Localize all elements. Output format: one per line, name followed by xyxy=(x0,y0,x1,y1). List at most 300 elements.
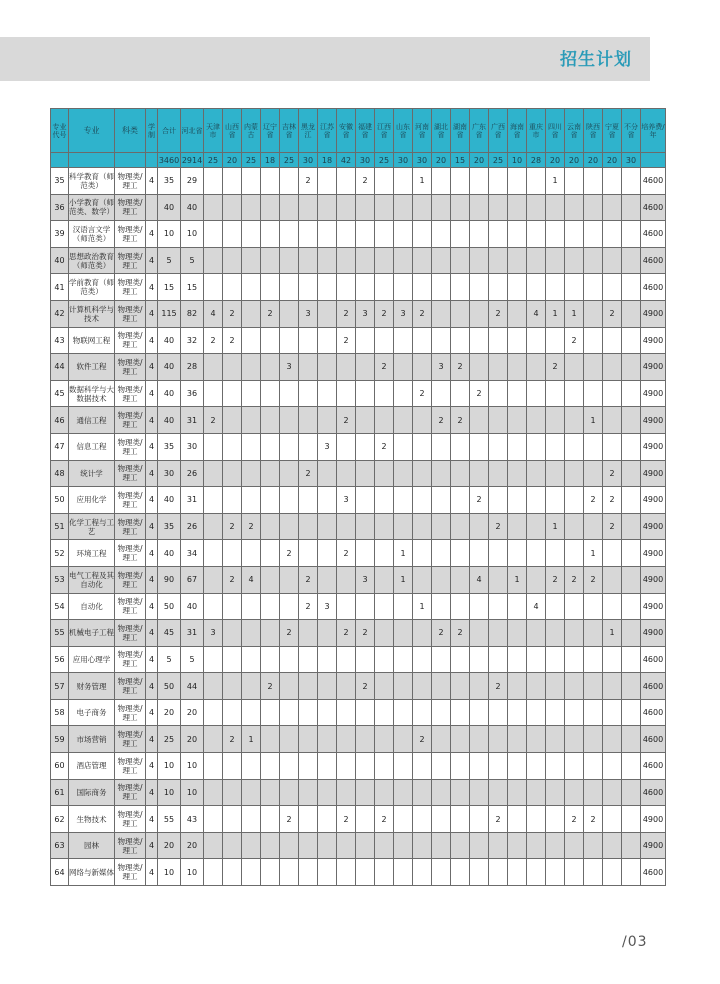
table-cell: 60 xyxy=(51,753,69,780)
table-cell: 35 xyxy=(158,433,181,460)
table-cell xyxy=(413,513,432,540)
table-cell xyxy=(603,327,622,354)
table-cell: 4900 xyxy=(641,407,666,434)
table-cell: 4 xyxy=(146,380,158,407)
table-cell xyxy=(603,380,622,407)
table-cell xyxy=(261,247,280,274)
table-cell xyxy=(356,221,375,248)
table-cell xyxy=(261,593,280,620)
table-cell xyxy=(375,699,394,726)
table-cell xyxy=(204,433,223,460)
table-cell xyxy=(356,699,375,726)
table-cell xyxy=(584,327,603,354)
table-cell xyxy=(584,274,603,301)
table-cell: 15 xyxy=(181,274,204,301)
total-cell xyxy=(115,153,146,168)
table-cell xyxy=(242,168,261,195)
table-cell: 物理类/理工 xyxy=(115,779,146,806)
major-name-cell: 市场营销 xyxy=(69,726,115,753)
table-cell: 2 xyxy=(451,407,470,434)
table-cell: 2 xyxy=(603,513,622,540)
table-cell xyxy=(394,832,413,859)
table-cell: 2 xyxy=(204,327,223,354)
table-cell xyxy=(451,779,470,806)
table-cell xyxy=(527,673,546,700)
table-cell xyxy=(280,779,299,806)
table-cell: 115 xyxy=(158,300,181,327)
table-cell xyxy=(622,433,641,460)
table-cell xyxy=(603,832,622,859)
table-cell xyxy=(470,620,489,647)
table-cell xyxy=(470,699,489,726)
table-cell xyxy=(622,513,641,540)
column-header: 湖南省 xyxy=(451,109,470,153)
major-name-cell: 思想政治教育（师范类） xyxy=(69,247,115,274)
table-cell xyxy=(242,407,261,434)
table-cell xyxy=(261,460,280,487)
table-cell xyxy=(242,460,261,487)
table-cell: 4 xyxy=(146,247,158,274)
table-cell xyxy=(337,859,356,886)
table-cell: 5 xyxy=(181,646,204,673)
table-cell xyxy=(356,540,375,567)
table-cell: 15 xyxy=(158,274,181,301)
column-header: 合计 xyxy=(158,109,181,153)
table-cell xyxy=(204,247,223,274)
column-header: 宁夏省 xyxy=(603,109,622,153)
table-cell xyxy=(394,274,413,301)
table-cell xyxy=(527,832,546,859)
table-cell xyxy=(451,194,470,221)
table-cell xyxy=(375,673,394,700)
table-cell xyxy=(470,407,489,434)
total-cell: 20 xyxy=(603,153,622,168)
table-cell xyxy=(375,513,394,540)
table-cell xyxy=(489,620,508,647)
table-cell xyxy=(470,513,489,540)
table-row xyxy=(51,753,666,780)
table-cell xyxy=(318,726,337,753)
table-cell: 2 xyxy=(451,354,470,381)
table-row xyxy=(51,354,666,381)
table-cell: 45 xyxy=(51,380,69,407)
table-cell xyxy=(223,407,242,434)
table-cell xyxy=(527,726,546,753)
major-name-cell: 汉语言文学（师范类） xyxy=(69,221,115,248)
table-row xyxy=(51,168,666,195)
table-cell xyxy=(508,380,527,407)
table-cell xyxy=(546,726,565,753)
table-cell: 10 xyxy=(158,859,181,886)
table-cell xyxy=(603,593,622,620)
total-cell xyxy=(641,153,666,168)
table-cell: 4900 xyxy=(641,487,666,514)
table-cell xyxy=(413,487,432,514)
table-cell xyxy=(394,859,413,886)
table-cell: 40 xyxy=(158,354,181,381)
table-cell xyxy=(223,753,242,780)
table-cell xyxy=(318,487,337,514)
major-name-cell: 学前教育（师范类） xyxy=(69,274,115,301)
table-cell: 物理类/理工 xyxy=(115,540,146,567)
table-cell: 3 xyxy=(356,566,375,593)
table-cell xyxy=(470,433,489,460)
table-cell xyxy=(299,274,318,301)
table-cell: 4900 xyxy=(641,433,666,460)
table-row xyxy=(51,247,666,274)
table-cell xyxy=(508,753,527,780)
table-cell xyxy=(223,832,242,859)
total-cell: 30 xyxy=(356,153,375,168)
table-cell xyxy=(413,753,432,780)
table-cell xyxy=(337,460,356,487)
major-name-cell: 应用心理学 xyxy=(69,646,115,673)
table-cell xyxy=(204,487,223,514)
table-cell xyxy=(356,726,375,753)
table-cell xyxy=(489,753,508,780)
major-name-cell: 生物技术 xyxy=(69,806,115,833)
table-cell xyxy=(356,753,375,780)
table-cell xyxy=(508,433,527,460)
column-header: 辽宁省 xyxy=(261,109,280,153)
table-cell xyxy=(565,593,584,620)
table-cell xyxy=(204,859,223,886)
table-cell xyxy=(280,407,299,434)
table-cell xyxy=(527,460,546,487)
table-cell xyxy=(280,300,299,327)
table-cell: 1 xyxy=(394,566,413,593)
table-cell xyxy=(622,300,641,327)
column-header: 云南省 xyxy=(565,109,584,153)
table-cell: 54 xyxy=(51,593,69,620)
table-cell: 4 xyxy=(146,859,158,886)
table-cell: 2 xyxy=(451,620,470,647)
table-cell xyxy=(318,806,337,833)
table-cell xyxy=(584,593,603,620)
table-cell xyxy=(375,832,394,859)
table-cell xyxy=(451,593,470,620)
table-row xyxy=(51,673,666,700)
table-cell xyxy=(394,699,413,726)
table-cell xyxy=(622,487,641,514)
table-cell xyxy=(337,673,356,700)
table-cell xyxy=(356,806,375,833)
table-cell: 4 xyxy=(146,779,158,806)
table-cell: 34 xyxy=(181,540,204,567)
table-cell xyxy=(584,753,603,780)
table-cell xyxy=(223,168,242,195)
table-cell xyxy=(527,407,546,434)
table-cell xyxy=(356,460,375,487)
table-cell xyxy=(470,460,489,487)
column-header: 山东省 xyxy=(394,109,413,153)
table-cell: 31 xyxy=(181,620,204,647)
table-cell xyxy=(489,699,508,726)
table-cell xyxy=(261,832,280,859)
table-cell xyxy=(603,194,622,221)
table-cell: 56 xyxy=(51,646,69,673)
table-cell xyxy=(356,380,375,407)
table-cell xyxy=(546,274,565,301)
table-cell xyxy=(280,673,299,700)
table-cell: 1 xyxy=(584,540,603,567)
major-name-cell: 国际商务 xyxy=(69,779,115,806)
total-cell: 3460 xyxy=(158,153,181,168)
table-cell: 4 xyxy=(146,487,158,514)
table-cell xyxy=(432,168,451,195)
table-cell xyxy=(337,194,356,221)
table-cell xyxy=(375,566,394,593)
table-cell xyxy=(622,673,641,700)
total-cell: 25 xyxy=(489,153,508,168)
table-cell xyxy=(508,327,527,354)
table-cell xyxy=(318,380,337,407)
table-cell xyxy=(470,593,489,620)
table-cell xyxy=(508,673,527,700)
table-cell: 2 xyxy=(413,380,432,407)
table-cell: 46 xyxy=(51,407,69,434)
table-cell xyxy=(413,354,432,381)
enrollment-plan-table xyxy=(50,108,666,886)
table-cell xyxy=(527,540,546,567)
total-cell: 25 xyxy=(375,153,394,168)
table-cell xyxy=(489,327,508,354)
table-cell xyxy=(489,407,508,434)
table-cell: 4 xyxy=(146,460,158,487)
table-cell: 3 xyxy=(318,433,337,460)
table-cell xyxy=(622,859,641,886)
table-cell xyxy=(546,673,565,700)
column-header: 四川省 xyxy=(546,109,565,153)
table-cell xyxy=(337,380,356,407)
table-cell: 4 xyxy=(146,646,158,673)
total-cell: 30 xyxy=(413,153,432,168)
table-cell: 4 xyxy=(146,274,158,301)
table-cell xyxy=(489,247,508,274)
table-cell: 40 xyxy=(51,247,69,274)
table-cell xyxy=(622,832,641,859)
table-cell xyxy=(318,354,337,381)
table-cell: 物理类/理工 xyxy=(115,832,146,859)
table-cell xyxy=(242,753,261,780)
table-cell xyxy=(451,646,470,673)
table-cell: 4 xyxy=(146,806,158,833)
table-cell: 2 xyxy=(280,540,299,567)
table-cell xyxy=(622,699,641,726)
table-cell: 2 xyxy=(470,380,489,407)
table-cell xyxy=(318,753,337,780)
table-cell: 40 xyxy=(158,194,181,221)
table-cell xyxy=(508,620,527,647)
column-header: 吉林省 xyxy=(280,109,299,153)
table-cell xyxy=(394,753,413,780)
column-header: 广东省 xyxy=(470,109,489,153)
column-header: 福建省 xyxy=(356,109,375,153)
column-header: 海南省 xyxy=(508,109,527,153)
table-cell xyxy=(470,247,489,274)
table-cell xyxy=(546,859,565,886)
table-row xyxy=(51,513,666,540)
table-cell xyxy=(280,832,299,859)
table-cell: 35 xyxy=(158,168,181,195)
table-cell xyxy=(451,673,470,700)
table-cell xyxy=(242,806,261,833)
table-cell xyxy=(451,859,470,886)
table-cell: 4600 xyxy=(641,221,666,248)
table-cell xyxy=(546,487,565,514)
table-cell: 4600 xyxy=(641,274,666,301)
table-cell: 1 xyxy=(546,300,565,327)
table-cell: 物理类/理工 xyxy=(115,806,146,833)
table-cell xyxy=(603,859,622,886)
major-name-cell: 应用化学 xyxy=(69,487,115,514)
table-cell: 物理类/理工 xyxy=(115,673,146,700)
major-name-cell: 软件工程 xyxy=(69,354,115,381)
table-cell xyxy=(242,433,261,460)
total-cell: 28 xyxy=(527,153,546,168)
table-cell xyxy=(432,673,451,700)
table-cell xyxy=(280,593,299,620)
table-cell: 物理类/理工 xyxy=(115,274,146,301)
table-cell: 2 xyxy=(337,407,356,434)
table-cell xyxy=(375,221,394,248)
table-cell: 36 xyxy=(51,194,69,221)
table-cell xyxy=(394,646,413,673)
table-cell: 2 xyxy=(375,806,394,833)
table-cell xyxy=(584,194,603,221)
table-cell xyxy=(261,726,280,753)
major-name-cell: 物联网工程 xyxy=(69,327,115,354)
table-cell xyxy=(261,487,280,514)
table-cell xyxy=(394,726,413,753)
column-header: 安徽省 xyxy=(337,109,356,153)
page-title: 招生计划 xyxy=(560,50,632,70)
table-cell: 4600 xyxy=(641,726,666,753)
table-cell: 3 xyxy=(356,300,375,327)
table-cell xyxy=(508,806,527,833)
table-cell: 47 xyxy=(51,433,69,460)
table-cell: 67 xyxy=(181,566,204,593)
table-cell xyxy=(622,460,641,487)
table-cell: 1 xyxy=(603,620,622,647)
table-cell xyxy=(299,221,318,248)
table-row xyxy=(51,646,666,673)
total-cell: 25 xyxy=(204,153,223,168)
table-cell: 64 xyxy=(51,859,69,886)
table-cell xyxy=(261,699,280,726)
table-cell xyxy=(451,566,470,593)
table-row xyxy=(51,779,666,806)
table-cell: 2 xyxy=(356,620,375,647)
table-cell xyxy=(546,832,565,859)
table-row xyxy=(51,194,666,221)
table-cell: 4600 xyxy=(641,779,666,806)
table-cell: 58 xyxy=(51,699,69,726)
table-cell xyxy=(489,194,508,221)
table-cell xyxy=(489,593,508,620)
table-cell xyxy=(356,247,375,274)
table-cell xyxy=(508,274,527,301)
table-cell: 2 xyxy=(470,487,489,514)
table-cell: 39 xyxy=(51,221,69,248)
table-cell xyxy=(508,487,527,514)
table-cell: 3 xyxy=(432,354,451,381)
table-cell xyxy=(622,168,641,195)
table-cell xyxy=(204,779,223,806)
table-cell xyxy=(470,753,489,780)
table-cell xyxy=(527,168,546,195)
table-cell xyxy=(546,460,565,487)
table-cell xyxy=(261,753,280,780)
table-row xyxy=(51,300,666,327)
total-cell: 42 xyxy=(337,153,356,168)
table-cell xyxy=(375,487,394,514)
table-cell xyxy=(413,673,432,700)
table-cell: 44 xyxy=(51,354,69,381)
major-name-cell: 计算机科学与技术 xyxy=(69,300,115,327)
page-number: /03 xyxy=(622,934,648,950)
table-cell xyxy=(584,300,603,327)
table-cell: 物理类/理工 xyxy=(115,247,146,274)
table-cell xyxy=(146,194,158,221)
table-cell xyxy=(546,407,565,434)
table-cell xyxy=(242,832,261,859)
table-cell xyxy=(280,513,299,540)
table-cell: 3 xyxy=(318,593,337,620)
table-cell xyxy=(356,274,375,301)
table-cell: 4 xyxy=(527,593,546,620)
table-cell xyxy=(432,221,451,248)
table-cell xyxy=(299,673,318,700)
table-cell: 2 xyxy=(375,433,394,460)
table-cell xyxy=(470,859,489,886)
table-cell xyxy=(204,832,223,859)
table-cell: 4900 xyxy=(641,566,666,593)
table-cell xyxy=(394,460,413,487)
table-cell xyxy=(603,168,622,195)
table-cell: 2 xyxy=(356,673,375,700)
table-cell: 50 xyxy=(158,673,181,700)
table-cell xyxy=(584,513,603,540)
total-cell: 15 xyxy=(451,153,470,168)
table-cell xyxy=(546,699,565,726)
column-header: 河南省 xyxy=(413,109,432,153)
table-cell: 3 xyxy=(204,620,223,647)
table-cell xyxy=(204,380,223,407)
table-cell xyxy=(565,540,584,567)
table-cell xyxy=(489,726,508,753)
table-cell xyxy=(546,380,565,407)
table-cell xyxy=(432,779,451,806)
table-cell xyxy=(527,566,546,593)
table-cell xyxy=(223,779,242,806)
table-cell: 4900 xyxy=(641,354,666,381)
table-cell xyxy=(318,194,337,221)
table-cell xyxy=(622,540,641,567)
major-name-cell: 化学工程与工艺 xyxy=(69,513,115,540)
table-cell xyxy=(242,859,261,886)
table-cell xyxy=(337,221,356,248)
table-cell: 4600 xyxy=(641,646,666,673)
table-cell xyxy=(242,699,261,726)
table-cell xyxy=(204,354,223,381)
major-name-cell: 环境工程 xyxy=(69,540,115,567)
major-name-cell: 通信工程 xyxy=(69,407,115,434)
table-cell xyxy=(261,566,280,593)
table-cell xyxy=(413,832,432,859)
table-cell xyxy=(413,779,432,806)
table-cell xyxy=(204,194,223,221)
